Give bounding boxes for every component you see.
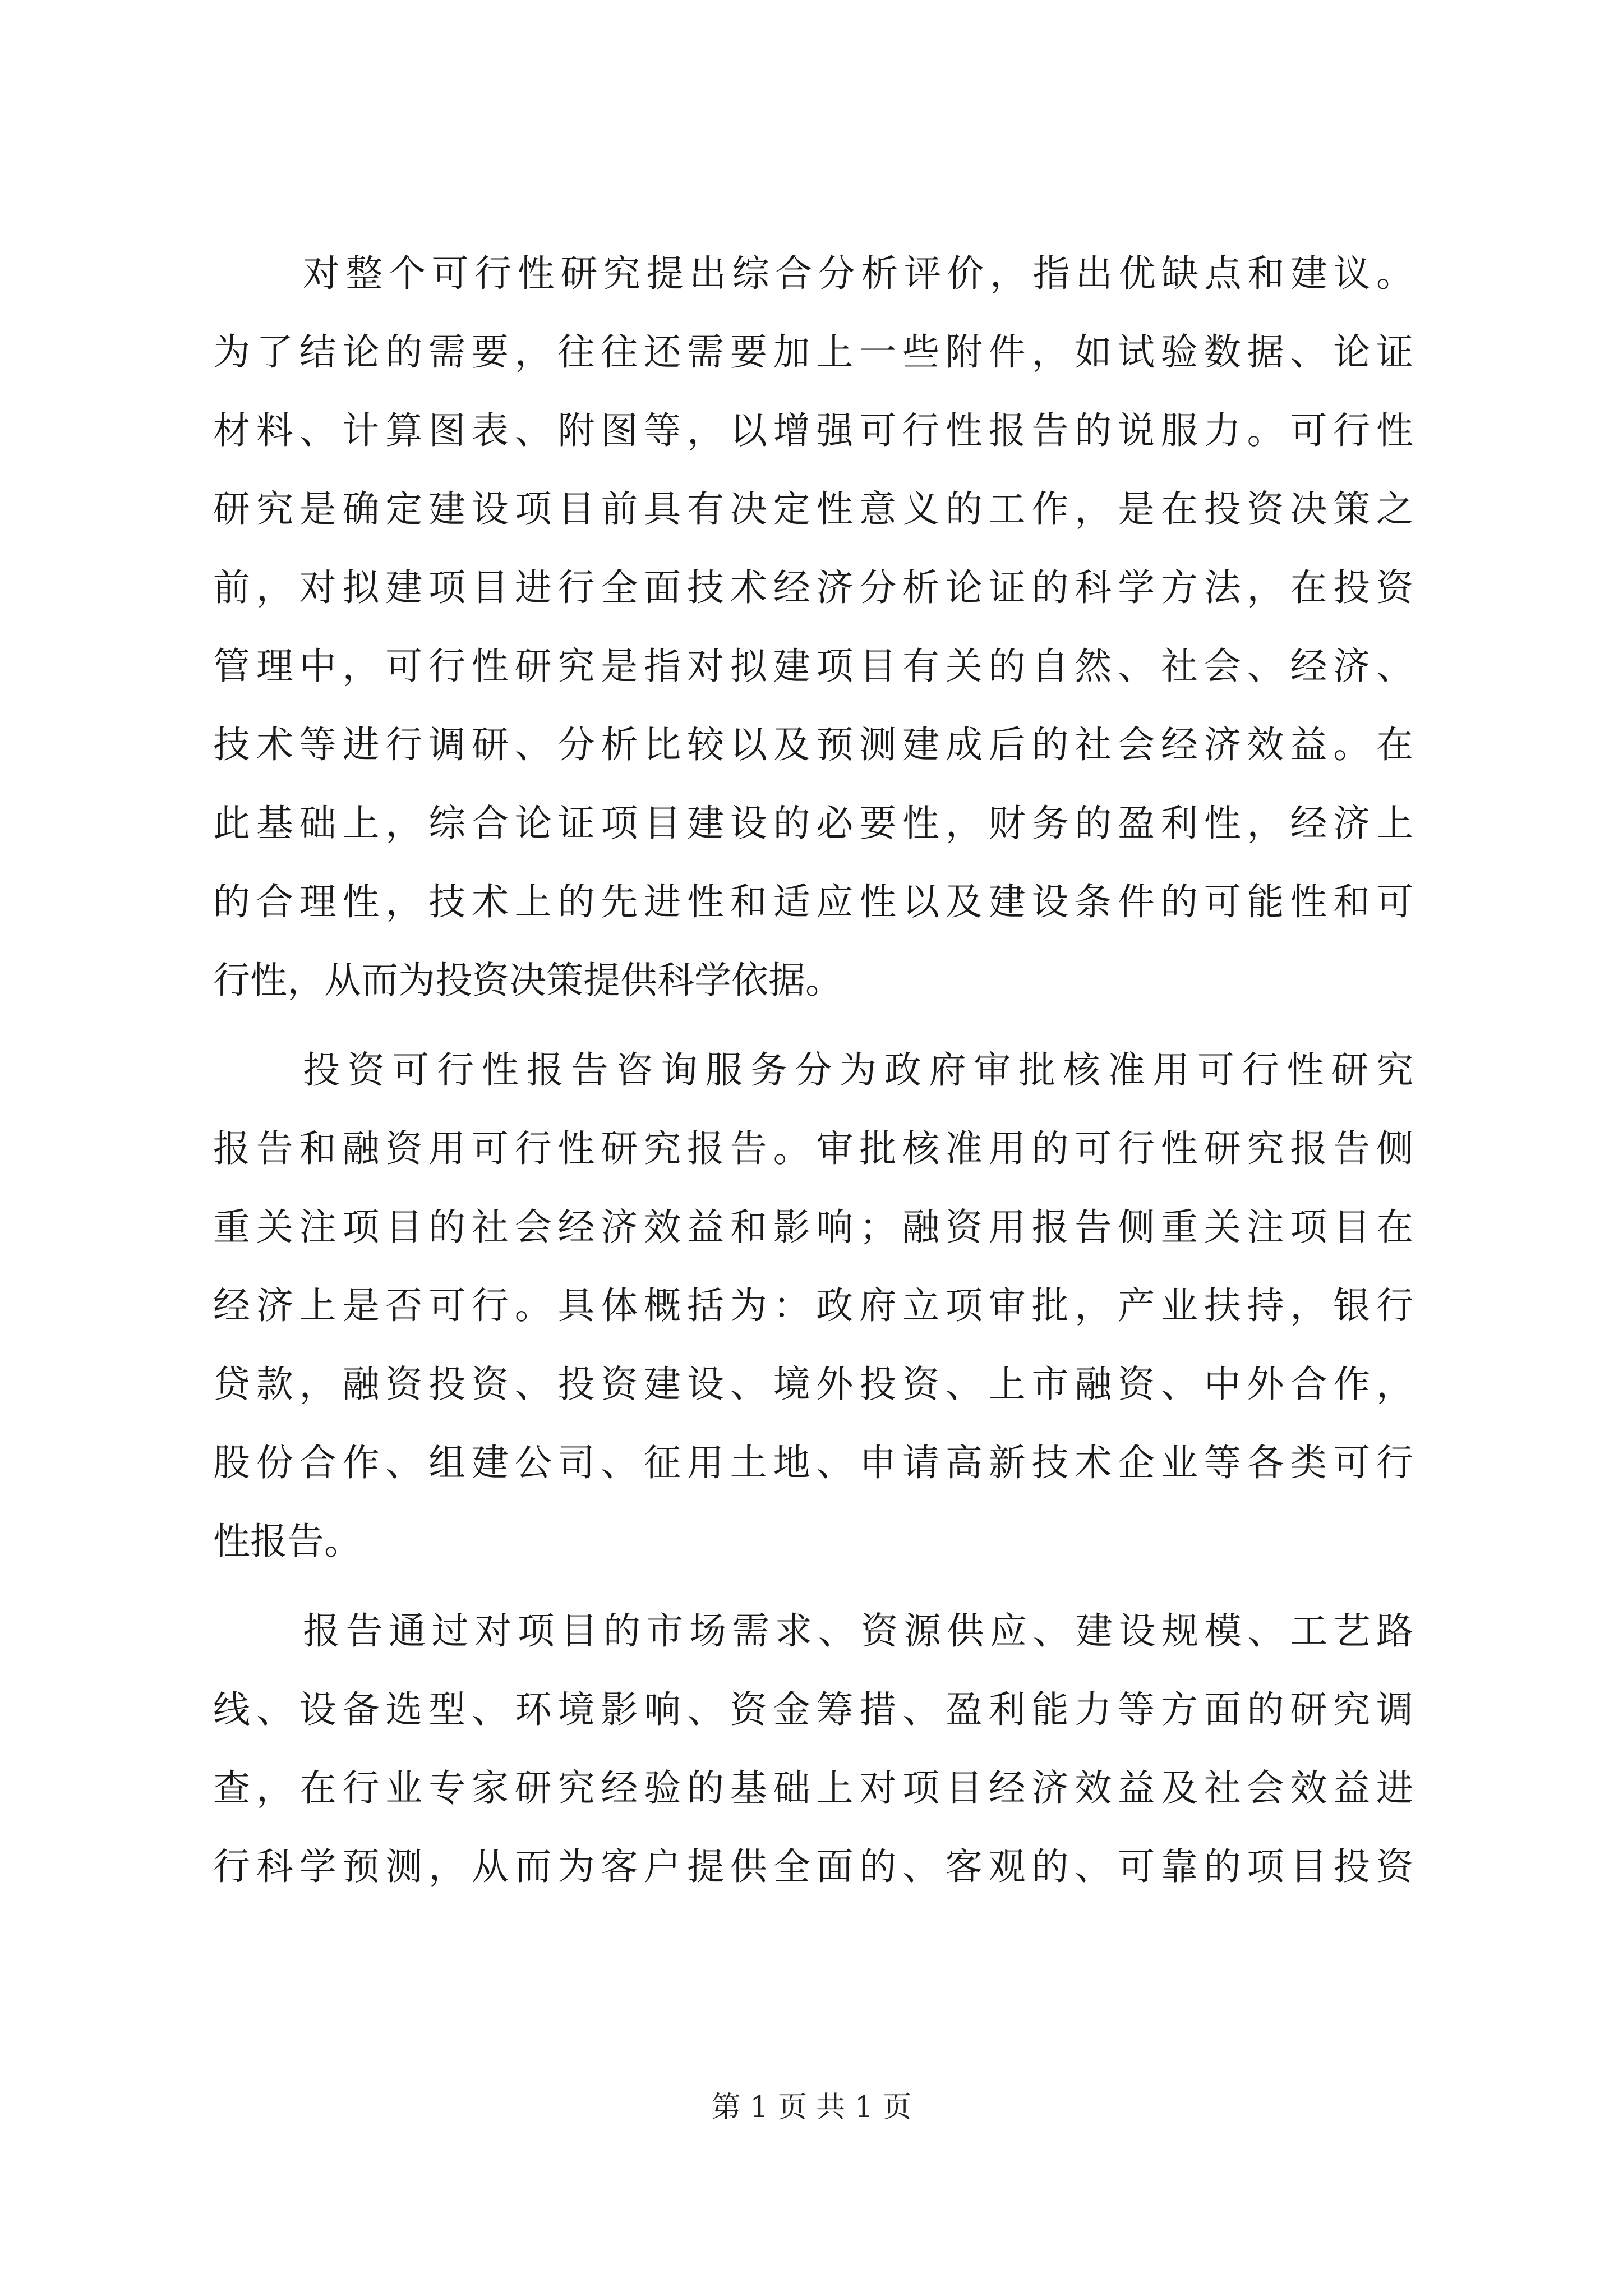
- paragraph-3-line-3: 查，在行业专家研究经验的基础上对项目经济效益及社会效益进: [213, 1766, 1413, 1810]
- paragraph-3-line-1: 报告通过对项目的市场需求、资源供应、建设规模、工艺路: [303, 1609, 1413, 1653]
- paragraph-1-line-7: 技术等进行调研、分析比较以及预测建成后的社会经济效益。在: [213, 723, 1413, 766]
- paragraph-2-line-3: 重关注项目的社会经济效益和影响；融资用报告侧重关注项目在: [213, 1205, 1413, 1249]
- paragraph-2-line-6: 股份合作、组建公司、征用土地、申请高新技术企业等各类可行: [213, 1441, 1413, 1484]
- page-number-footer: 第 1 页 共 1 页: [711, 2091, 912, 2124]
- paragraph-3-line-4: 行科学预测，从而为客户提供全面的、客观的、可靠的项目投资: [213, 1845, 1413, 1888]
- paragraph-2-line-5: 贷款，融资投资、投资建设、境外投资、上市融资、中外合作，: [213, 1363, 1413, 1406]
- paragraph-1-line-2: 为了结论的需要，往往还需要加上一些附件，如试验数据、论证: [213, 330, 1413, 374]
- paragraph-2-line-7: 性报告。: [213, 1520, 361, 1563]
- paragraph-3-line-2: 线、设备选型、环境影响、资金筹措、盈利能力等方面的研究调: [213, 1688, 1413, 1731]
- paragraph-1-line-8: 此基础上，综合论证项目建设的必要性，财务的盈利性，经济上: [213, 802, 1413, 845]
- paragraph-1-line-5: 前，对拟建项目进行全面技术经济分析论证的科学方法，在投资: [213, 566, 1413, 609]
- paragraph-1-line-9: 的合理性，技术上的先进性和适应性以及建设条件的可能性和可: [213, 880, 1413, 923]
- paragraph-1-line-6: 管理中，可行性研究是指对拟建项目有关的自然、社会、经济、: [213, 645, 1413, 688]
- paragraph-2-line-4: 经济上是否可行。具体概括为：政府立项审批，产业扶持，银行: [213, 1284, 1413, 1327]
- paragraph-1-line-10: 行性，从而为投资决策提供科学依据。: [213, 959, 842, 1002]
- paragraph-1-line-3: 材料、计算图表、附图等，以增强可行性报告的说服力。可行性: [213, 409, 1413, 452]
- paragraph-1-line-4: 研究是确定建设项目前具有决定性意义的工作，是在投资决策之: [213, 487, 1413, 531]
- paragraph-1-line-1: 对整个可行性研究提出综合分析评价，指出优缺点和建议。: [303, 252, 1413, 295]
- paragraph-2-line-1: 投资可行性报告咨询服务分为政府审批核准用可行性研究: [303, 1048, 1413, 1092]
- paragraph-2-line-2: 报告和融资用可行性研究报告。审批核准用的可行性研究报告侧: [213, 1127, 1413, 1170]
